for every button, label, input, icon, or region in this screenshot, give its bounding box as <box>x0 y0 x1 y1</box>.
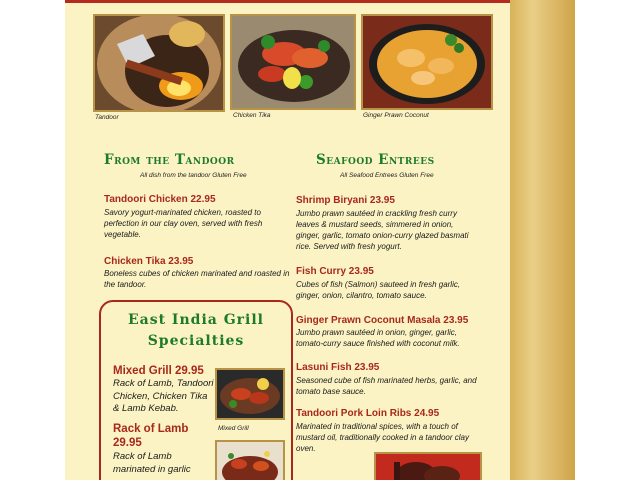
ginger-prawn-image <box>363 16 491 108</box>
dish-name: Ginger Prawn Coconut Masala 23.95 <box>296 315 469 326</box>
ribs-photo <box>374 452 482 480</box>
dish-description: Jumbo prawn sautéed in crackling fresh curry leaves & mustard seeds, simmered in onion, ginger, garlic, tomato onion-curry glazed basmati rice. Served with fresh yogurt. <box>296 209 469 251</box>
specialties-title-line2: Specialties <box>147 333 245 349</box>
dish-description: Seasoned cube of fish marinated herbs, garlic, and tomato base sauce. <box>296 376 477 396</box>
dish-name: Chicken Tika 23.95 <box>104 256 194 267</box>
photo-caption: Mixed Grill <box>218 425 249 432</box>
dish-name: Fish Curry 23.95 <box>296 266 374 277</box>
grill-dish-price: 29.95 <box>113 437 142 449</box>
mixed-grill-photo <box>215 368 285 420</box>
specialties-box <box>99 300 293 480</box>
tandoor-section-title: From the Tandoor <box>104 152 235 168</box>
dish-description: Marinated in traditional spices, with a touch of mustard oil, traditionally cooked in a tandoor clay oven. <box>296 422 469 453</box>
rack-of-lamb-photo <box>215 440 285 480</box>
specialties-title-line1: East India Grill <box>127 312 265 328</box>
photo-caption: Chicken Tika <box>233 112 271 119</box>
grill-dish-name: Rack of Lamb <box>113 423 189 435</box>
dish-name: Tandoori Pork Loin Ribs 24.95 <box>296 408 440 419</box>
top-red-bar <box>65 0 510 3</box>
seafood-section-subtitle: All Seafood Entrees Gluten Free <box>340 172 434 179</box>
tandoor-section-subtitle: All dish from the tandoor Gluten Free <box>140 172 247 179</box>
seafood-section-title: Seafood Entrees <box>316 152 435 168</box>
tandoor-photo <box>93 14 225 112</box>
grill-dish-description: Rack of Lamb marinated in garlic <box>113 451 191 475</box>
dish-description: Jumbo prawn sautéed in onion, ginger, garlic, tomato-curry sauce finished with coconut milk. <box>296 328 460 348</box>
gold-border <box>510 0 575 480</box>
dish-description: Boneless cubes of chicken marinated and roasted in the tandoor. <box>104 269 290 289</box>
grill-dish-name: Mixed Grill 29.95 <box>113 365 204 377</box>
photo-caption: Tandoor <box>95 114 119 121</box>
dish-name: Shrimp Biryani 23.95 <box>296 195 395 206</box>
photo-caption: Ginger Prawn Coconut <box>363 112 429 119</box>
chicken-tika-image <box>232 16 354 108</box>
dish-description: Cubes of fish (Salmon) sauteed in fresh garlic, ginger, onion, cilantro, tomato sauce. <box>296 280 461 300</box>
rack-of-lamb-image <box>217 442 283 480</box>
chicken-tika-photo <box>230 14 356 110</box>
ribs-image <box>376 454 480 480</box>
dish-description: Savory yogurt-marinated chicken, roasted to perfection in our clay oven, served with fresh vegetable. <box>104 208 263 239</box>
menu-page <box>65 0 510 480</box>
dish-name: Tandoori Chicken 22.95 <box>104 194 216 205</box>
grill-dish-description: Rack of Lamb, Tandoori Chicken, Chicken Tika & Lamb Kebab. <box>113 378 214 414</box>
ginger-prawn-photo <box>361 14 493 110</box>
mixed-grill-image <box>217 370 283 418</box>
tandoor-image <box>95 16 223 110</box>
dish-name: Lasuni Fish 23.95 <box>296 362 380 373</box>
